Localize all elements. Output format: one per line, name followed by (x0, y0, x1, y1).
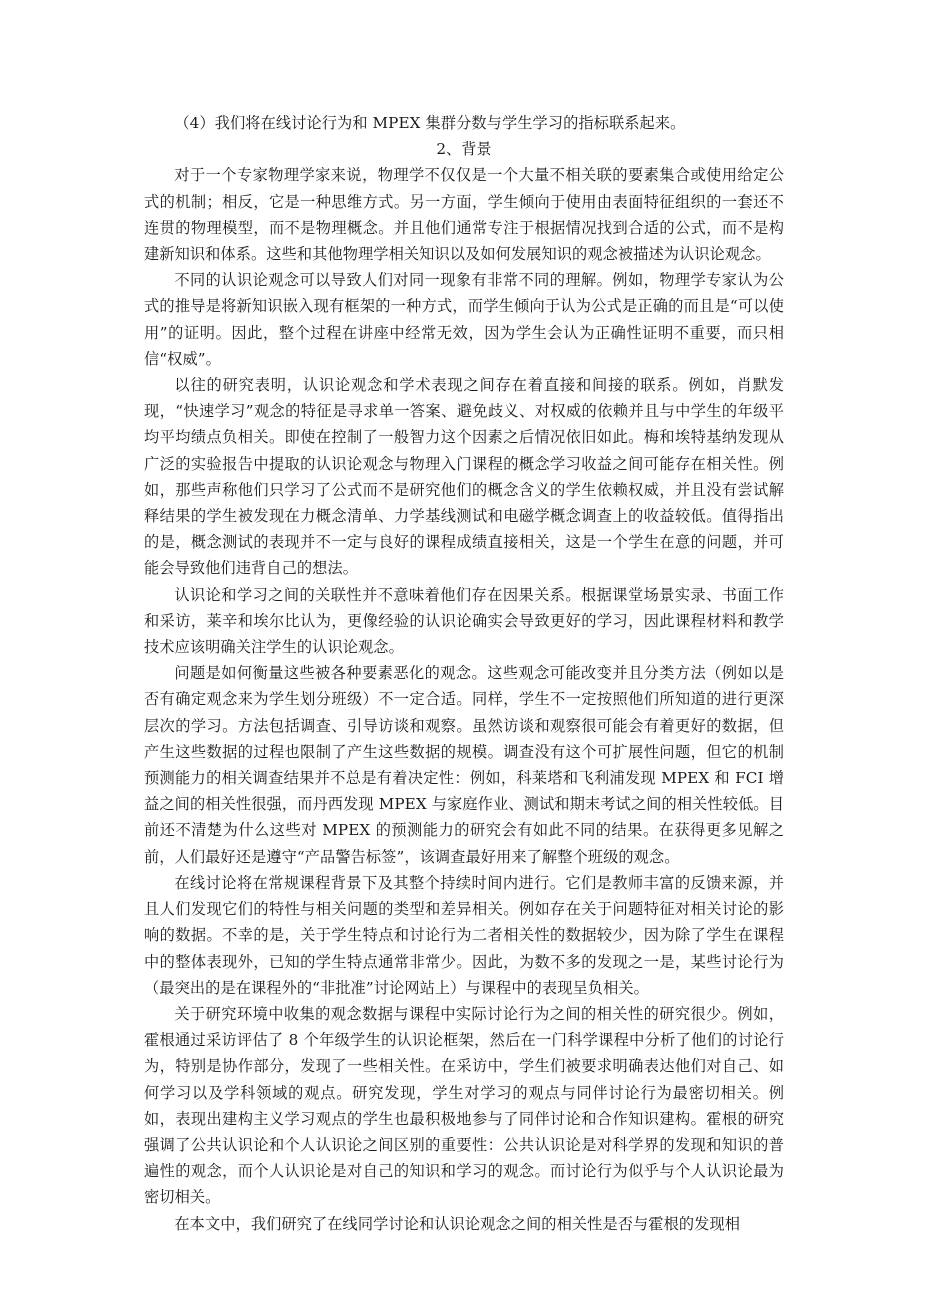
document-page (144, 110, 784, 1237)
paragraph-7: 关于研究环境中收集的观念数据与课程中实际讨论行为之间的相关性的研究很少。例如，霍根通过采访评估了 8 个年级学生的认识论框架，然后在一门科学课程中分析了他们的讨论行为，特别是协作部分，发现了一些相关性。在采访中，学生们被要求明确表达他们对自己、如何学习以及学科领域的观点。研究发现，学生对学习的观点与同伴讨论行为最密切相关。例如，表现出建构主义学习观点的学生也最积极地参与了同伴讨论和合作知识建构。霍根的研究强调了公共认识论和个人认识论之间区别的重要性：公共认识论是对科学界的发现和知识的普遍性的观念，而个人认识论是对自己的知识和学习的观念。而讨论行为似乎与个人认识论最为密切相关。 (144, 1004, 784, 1207)
paragraph-8: 在本文中，我们研究了在线同学讨论和认识论观念之间的相关性是否与霍根的发现相 (174, 1214, 741, 1233)
paragraph-4: 认识论和学习之间的关联性并不意味着他们存在因果关系。根据课堂场景实录、书面工作和采访，莱辛和埃尔比认为，更像经验的认识论确实会导致更好的学习，因此课程材料和教学技术应该明确关注学生的认识论观念。 (144, 585, 784, 657)
paragraph-1: 对于一个专家物理学家来说，物理学不仅仅是一个大量不相关联的要素集合或使用给定公式的机制；相反，它是一种思维方式。另一方面，学生倾向于使用由表面特征组织的一套还不连贯的物理模型，而不是物理概念。并且他们通常专注于根据情况找到合适的公式，而不是构建新知识和体系。这些和其他物理学相关知识以及如何发展知识的观念被描述为认识论观念。 (144, 166, 784, 264)
paragraph-3: 以往的研究表明，认识论观念和学术表现之间存在着直接和间接的联系。例如，肖默发现，“快速学习”观念的特征是寻求单一答案、避免歧义、对权威的依赖并且与中学生的年级平均平均绩点负相关。即使在控制了一般智力这个因素之后情况依旧如此。梅和埃特基纳发现从广泛的实验报告中提取的认识论观念与物理入门课程的概念学习收益之间可能存在相关性。例如，那些声称他们只学习了公式而不是研究他们的概念含义的学生依赖权威，并且没有尝试解释结果的学生被发现在力概念清单、力学基线测试和电磁学概念调查上的收益较低。值得指出的是，概念测试的表现并不一定与良好的课程成绩直接相关，这是一个学生在意的问题，并可能会导致他们违背自己的想法。 (144, 376, 784, 578)
paragraph-2: 不同的认识论观念可以导致人们对同一现象有非常不同的理解。例如，物理学专家认为公式的推导是将新知识嵌入现有框架的一种方式，而学生倾向于认为公式是正确的而且是“可以使用”的证明。因此，整个过程在讲座中经常无效，因为学生会认为正确性证明不重要，而只相信“权威”。 (144, 271, 784, 368)
section-heading: 2、背景 (436, 140, 492, 159)
paragraph-5: 问题是如何衡量这些被各种要素恶化的观念。这些观念可能改变并且分类方法（例如以是否有确定观念来为学生划分班级）不一定合适。同样，学生不一定按照他们所知道的进行更深层次的学习。方法包括调查、引导访谈和观察。虽然访谈和观察很可能会有着更好的数据，但产生这些数据的过程也限制了产生这些数据的规模。调查没有这个可扩展性问题，但它的机制预测能力的相关调查结果并不总是有着决定性：例如，科莱塔和飞利浦发现 MPEX 和 FCI 增益之间的相关性很强，而丹西发现 MPEX 与家庭作业、测试和期末考试之间的相关性较低。目前还不清楚为什么这些对 MPEX 的预测能力的研究会有如此不同的结果。在获得更多见解之前，人们最好还是遵守“产品警告标签”，该调查最好用来了解整个班级的观念。 (144, 664, 784, 866)
list-item-4: （4）我们将在线讨论行为和 MPEX 集群分数与学生学习的指标联系起来。 (174, 114, 686, 132)
paragraph-6: 在线讨论将在常规课程背景下及其整个持续时间内进行。它们是教师丰富的反馈来源，并且人们发现它们的特性与相关问题的类型和差异相关。例如存在关于问题特征对相关讨论的影响的数据。不幸的是，关于学生特点和讨论行为二者相关性的数据较少，因为除了学生在课程中的整体表现外，已知的学生特点通常非常少。因此，为数不多的发现之一是，某些讨论行为（最突出的是在课程外的“非批准”讨论网站上）与课程中的表现呈负相关。 (144, 873, 784, 997)
